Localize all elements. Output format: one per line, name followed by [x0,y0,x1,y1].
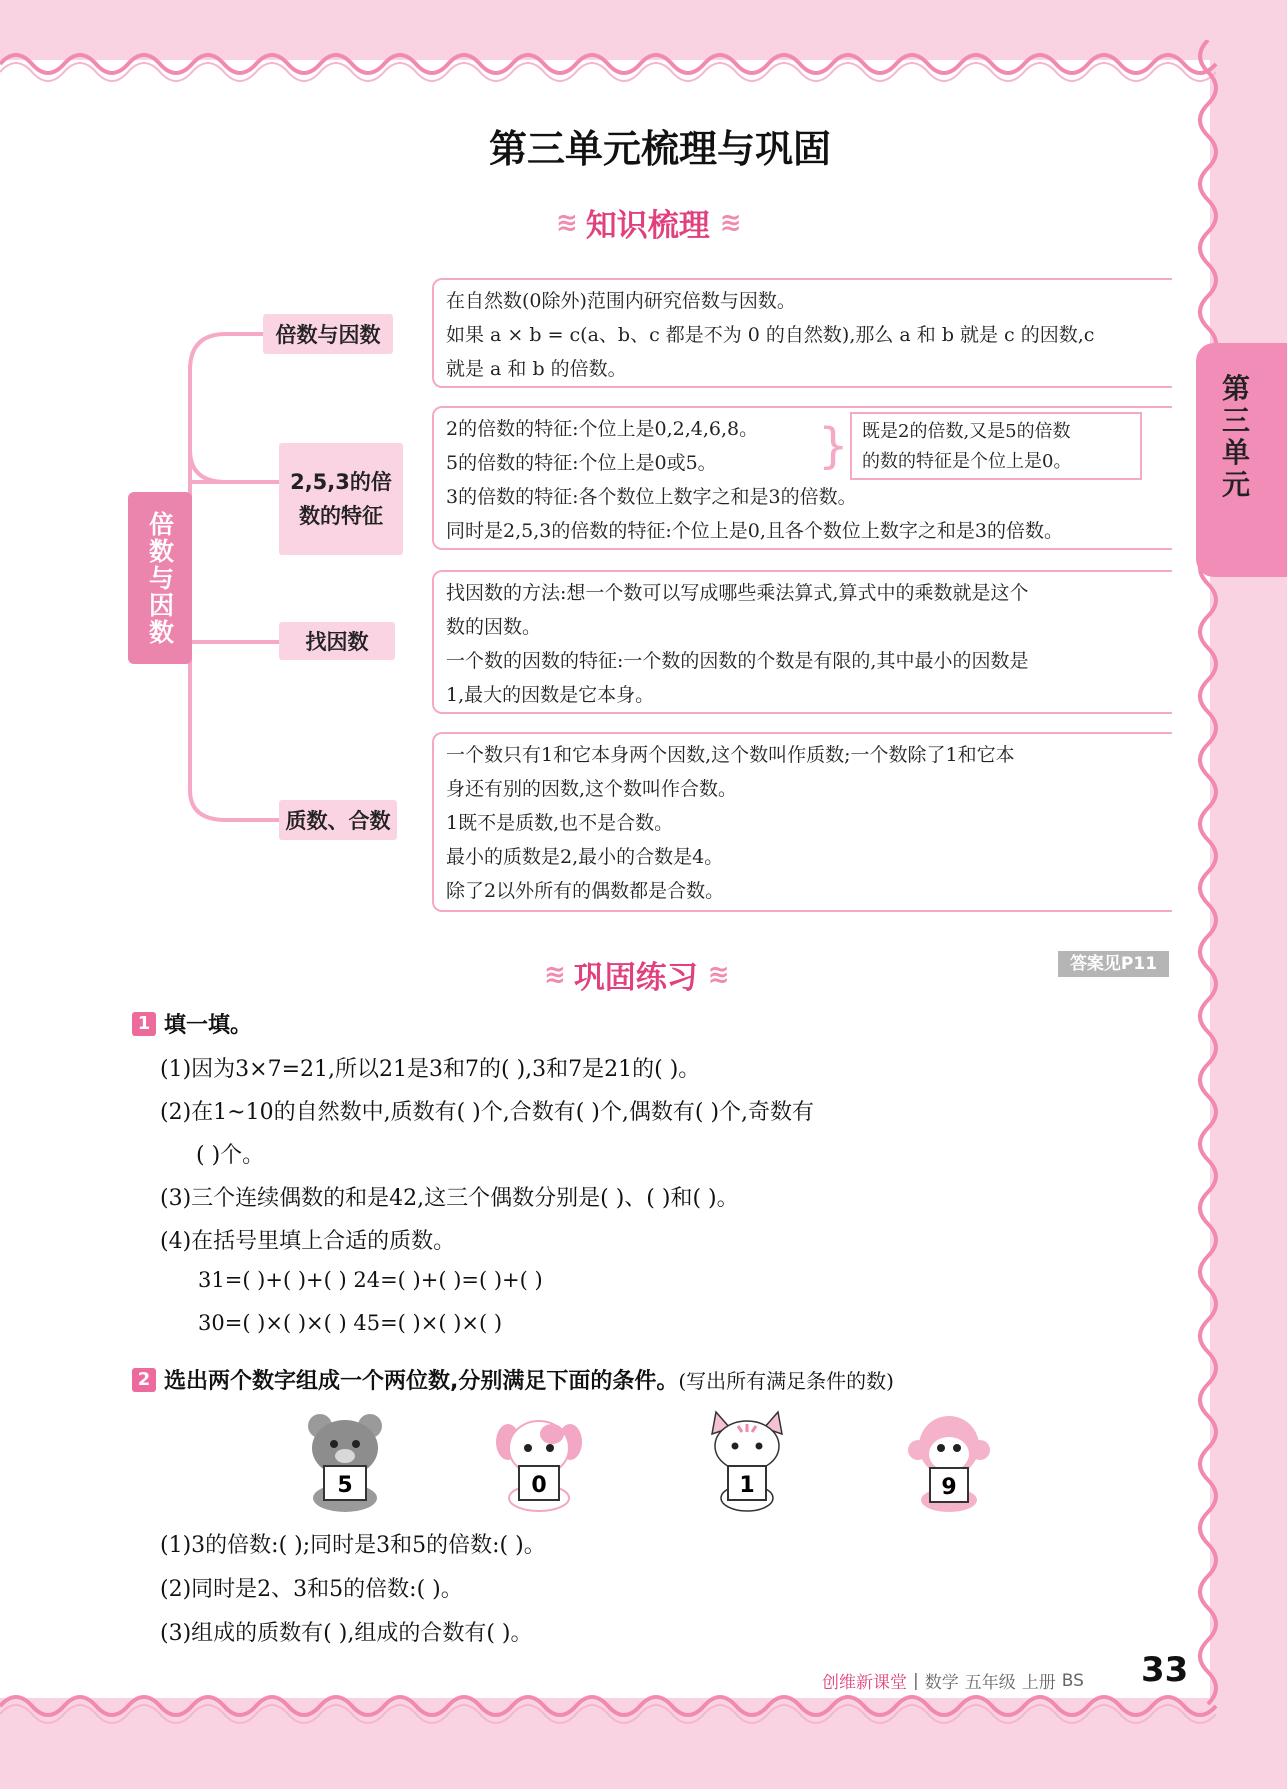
q2-line-3: (3)组成的质数有( ),组成的合数有( )。 [160,1621,533,1646]
answer-reference-badge: 答案见P11 [1058,951,1169,977]
knowledge-heading-label: 知识梳理 [585,208,710,244]
mindmap-connectors [150,320,450,840]
page-footer [822,1668,1084,1693]
bear-icon [300,1408,390,1513]
unit-side-tab-label: 第三单元 [1221,372,1250,501]
content-line: 就是 a 和 b 的倍数。 [446,358,627,380]
branch-label-multiples-factors: 倍数与因数 [263,314,393,354]
squiggle-right-icon: ≋ [719,207,740,238]
card-digit: 5 [337,1473,353,1498]
puppy-icon [494,1408,584,1513]
content-line: 找因数的方法:想一个数可以写成哪些乘法算式,算式中的乘数就是这个 [446,582,1029,604]
content-line: 最小的质数是2,最小的合数是4。 [446,846,724,868]
content-line: 如果 a × b = c(a、b、c 都是不为 0 的自然数),那么 a 和 b 就是 c 的因数,c [446,324,1095,346]
q1-line-7: 30=( )×( )×( ) 45=( )×( )×( ) [198,1311,503,1335]
question-title: 填一填。 [164,1013,253,1038]
monkey-icon [904,1408,994,1513]
practice-heading [544,952,728,997]
content-line: 1,最大的因数是它本身。 [446,684,655,706]
content-box-prime-composite [432,732,1172,912]
footer-subject: 数学 [924,1673,959,1693]
content-line: 5的倍数的特征:个位上是0或5。 [446,452,717,474]
page-number: 33 [1141,1650,1189,1690]
branch-label-divisibility: 2,5,3的倍数的特征 [279,443,403,555]
branch-label-prime-composite: 质数、合数 [279,800,397,840]
mindmap-root-label: 倍数与因数 [145,510,175,646]
question-title: 选出两个数字组成一个两位数,分别满足下面的条件。 [164,1369,679,1394]
q1-line-6: 31=( )+( )+( ) 24=( )+( )=( )+( ) [198,1268,543,1292]
q1-line-2: (2)在1~10的自然数中,质数有( )个,合数有( )个,偶数有( )个,奇数有 [160,1100,815,1125]
q2-line-1: (1)3的倍数:( );同时是3和5的倍数:( )。 [160,1533,546,1558]
mindmap-root [128,492,192,664]
practice-heading-label: 巩固练习 [573,960,698,996]
note-line: 既是2的倍数,又是5的倍数 [862,421,1071,442]
knowledge-heading [556,200,740,245]
card-digit: 1 [739,1473,755,1498]
q1-line-1: (1)因为3×7=21,所以21是3和7的( ),3和7是21的( )。 [160,1057,701,1082]
divisibility-note-box [850,412,1142,480]
footer-divider: | [913,1670,919,1691]
content-box-multiples-factors [432,278,1172,388]
content-line: 在自然数(0除外)范围内研究倍数与因数。 [446,290,796,312]
number-cards-row [0,1408,1287,1518]
question-note: (写出所有满足条件的数) [678,1369,894,1393]
q1-line-5: (4)在括号里填上合适的质数。 [160,1229,456,1254]
question-1-heading [132,1008,252,1039]
content-line: 同时是2,5,3的倍数的特征:个位上是0,且各个数位上数字之和是3的倍数。 [446,520,1063,542]
branch-label-find-factors: 找因数 [279,622,395,660]
content-line: 除了2以外所有的偶数都是合数。 [446,880,725,902]
squiggle-left-icon: ≋ [556,207,576,238]
content-box-find-factors [432,570,1172,714]
note-line: 的数的特征是个位上是0。 [862,451,1072,472]
wavy-top-border [0,42,1287,82]
squiggle-right-icon: ≋ [707,959,728,990]
content-line: 3的倍数的特征:各个数位上数字之和是3的倍数。 [446,486,857,508]
page-title: 第三单元梳理与巩固 [488,127,831,171]
question-number-badge: 1 [132,1012,156,1036]
footer-edition: BS [1061,1670,1084,1691]
content-line: 数的因数。 [446,616,542,638]
content-line: 1既不是质数,也不是合数。 [446,812,674,834]
content-line: 一个数的因数的特征:一个数的因数的个数是有限的,其中最小的因数是 [446,650,1029,672]
q1-line-3: ( )个。 [196,1143,265,1168]
content-line: 身还有别的因数,这个数叫作合数。 [446,778,738,800]
footer-grade: 五年级 [964,1673,1016,1693]
content-line: 2的倍数的特征:个位上是0,2,4,6,8。 [446,418,759,440]
card-digit: 0 [531,1473,547,1498]
question-number-badge: 2 [132,1368,156,1392]
footer-brand: 创维新课堂 [822,1673,907,1693]
q2-line-2: (2)同时是2、3和5的倍数:( )。 [160,1577,463,1602]
brace-icon: } [818,418,849,474]
squiggle-left-icon: ≋ [544,959,564,990]
footer-volume: 上册 [1021,1673,1056,1693]
unit-side-tab [1196,343,1287,577]
question-2-heading [132,1364,894,1395]
wavy-bottom-border [0,1690,1287,1730]
q1-line-4: (3)三个连续偶数的和是42,这三个偶数分别是( )、( )和( )。 [160,1186,739,1211]
content-line: 一个数只有1和它本身两个因数,这个数叫作质数;一个数除了1和它本 [446,744,1015,766]
kitten-icon [702,1408,792,1513]
card-digit: 9 [941,1475,957,1500]
